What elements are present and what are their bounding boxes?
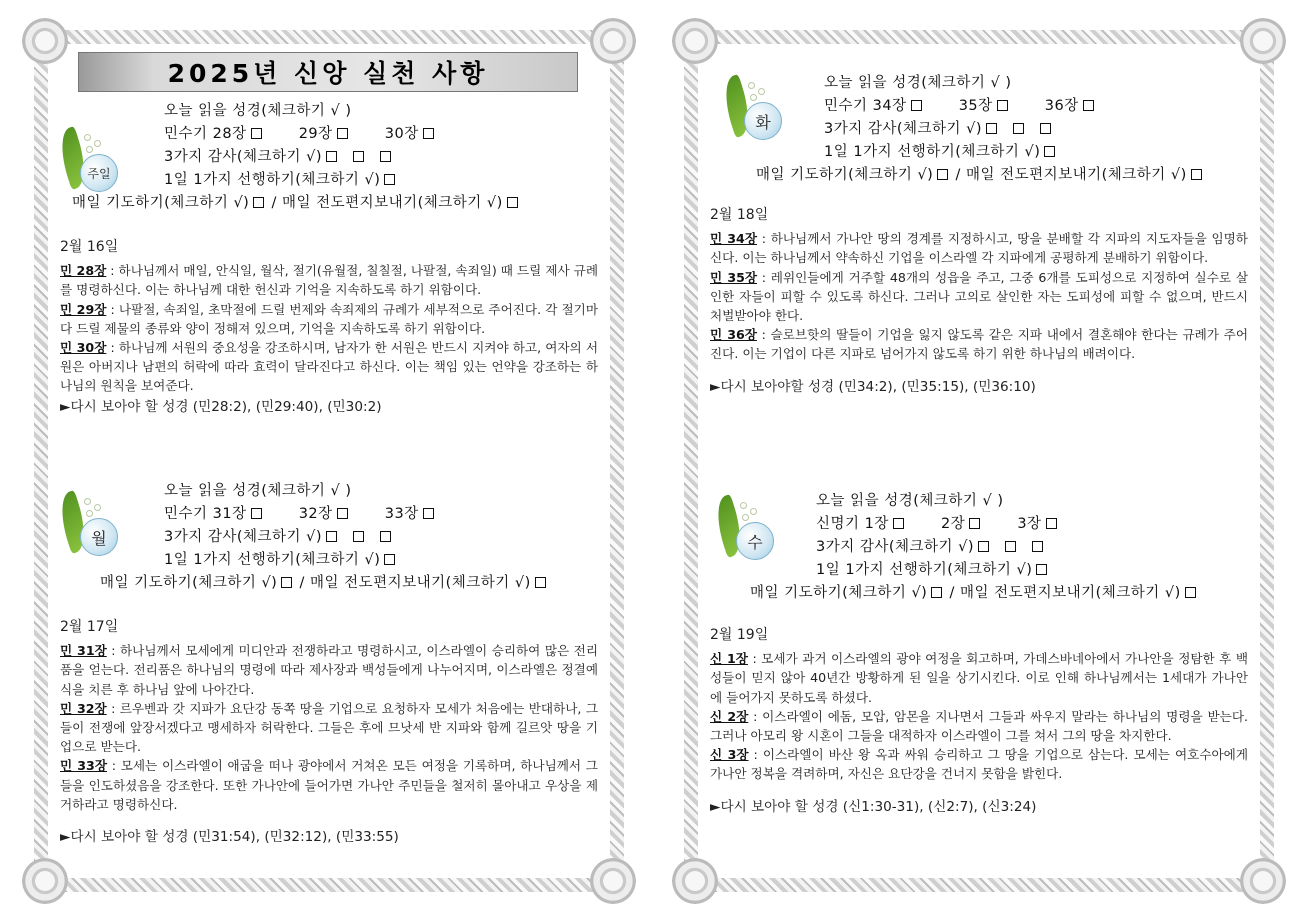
checkbox[interactable] <box>893 518 904 529</box>
checkbox[interactable] <box>384 554 395 565</box>
chapter-note: 민 34장 : 하나님께서 가나안 땅의 경계를 지정하시고, 땅을 분배할 각 지파의 지도자들을 임명하신다. 이는 하나님께서 약속하신 기업을 이스라엘 각 지파에게 공평하게 분배하기 위함이다. <box>710 231 1248 266</box>
review-verses: ►다시 보아야할 성경 (민34:2), (민35:15), (민36:10) <box>710 378 1036 395</box>
checklist <box>824 72 1096 164</box>
reading-header: 오늘 읽을 성경(체크하기 √ ) <box>164 483 352 499</box>
commentary-section <box>710 206 1248 397</box>
chapter-checks: 민수기 34장 35장 36장 <box>824 95 1096 118</box>
left-page <box>34 30 624 892</box>
reading-header: 오늘 읽을 성경(체크하기 √ ) <box>816 493 1004 509</box>
checkbox[interactable] <box>986 123 997 134</box>
prayer-letter-row: 매일 기도하기(체크하기 √) / 매일 전도편지보내기(체크하기 √) <box>72 192 520 215</box>
leaf-day-icon <box>718 496 778 566</box>
chapter-note: 민 30장 : 하나님께 서원의 중요성을 강조하시며, 남자가 한 서원은 반드시 지켜야 하고, 여자의 서원은 아버지나 남편의 허락에 따라 효력이 달라진다고 하신다. 이는 책임 있는 언약을 강조하는 하나님의 원칙을 보여준다. <box>60 340 598 394</box>
chapter-note: 민 29장 : 나팔절, 속죄일, 초막절에 드릴 번제와 속죄제의 규례가 세부적으로 주어진다. 각 절기마다 드릴 제물의 종류와 양이 정해져 있으며, 기억을 지속하도록 하기 위함이다. <box>60 301 598 336</box>
review-verses: ►다시 보아야 할 성경 (민31:54), (민32:12), (민33:55) <box>60 829 399 846</box>
checkbox[interactable] <box>251 128 262 139</box>
checkbox[interactable] <box>1044 146 1055 157</box>
reading-header: 오늘 읽을 성경(체크하기 √ ) <box>824 75 1012 91</box>
checkbox[interactable] <box>931 587 942 598</box>
checkbox[interactable] <box>384 174 395 185</box>
page-title-banner <box>78 52 578 92</box>
checkbox[interactable] <box>337 508 348 519</box>
chapter-checks: 민수기 28장 29장 30장 <box>164 123 436 146</box>
day-label: 화 <box>744 102 782 140</box>
checkbox[interactable] <box>251 508 262 519</box>
checkbox[interactable] <box>353 531 364 542</box>
checkbox[interactable] <box>1032 541 1043 552</box>
checkbox[interactable] <box>281 577 292 588</box>
right-page <box>684 30 1274 892</box>
day-block-wednesday <box>706 490 1252 610</box>
chapter-note: 민 31장 : 하나님께서 모세에게 미디안과 전쟁하라고 명령하시고, 이스라엘이 승리하여 많은 전리품을 얻는다. 전리품은 하나님의 명령에 따라 제사장과 백성들에게 나누어지며, 이스라엘은 정결예식을 치른 후 하나님 앞에 나아간다. <box>60 643 598 697</box>
checkbox[interactable] <box>353 151 364 162</box>
day-label: 주일 <box>80 154 118 192</box>
leaf-day-icon <box>726 76 786 146</box>
checklist <box>164 100 436 192</box>
review-verses: ►다시 보아야 할 성경 (민28:2), (민29:40), (민30:2) <box>60 398 382 415</box>
review-verses: ►다시 보아야 할 성경 (신1:30-31), (신2:7), (신3:24) <box>710 798 1037 815</box>
good-deed-check: 1일 1가지 선행하기(체크하기 √) <box>164 549 436 572</box>
thanks-checks: 3가지 감사(체크하기 √) <box>164 526 436 549</box>
chapter-checks: 민수기 31장 32장 33장 <box>164 503 436 526</box>
chapter-note: 신 2장 : 이스라엘이 에돔, 모압, 암몬을 지나면서 그들과 싸우지 말라는 하나님의 명령을 받는다. 그러나 아모리 왕 시혼이 그들을 대적하자 이스라엘이 그를 쳐서 그의 땅을 차지한다. <box>710 708 1248 744</box>
reading-header: 오늘 읽을 성경(체크하기 √ ) <box>164 103 352 119</box>
checkbox[interactable] <box>1083 100 1094 111</box>
checklist <box>164 480 436 572</box>
thanks-checks: 3가지 감사(체크하기 √) <box>164 146 436 169</box>
chapter-note: 민 32장 : 르우벤과 갓 지파가 요단강 동쪽 땅을 기업으로 요청하자 모세가 처음에는 반대하나, 그들이 전쟁에 앞장서겠다고 맹세하자 허락한다. 그들은 후에 므낫세 반 지파와 함께 길르앗 땅을 기업으로 받는다. <box>60 700 598 755</box>
page-title: 2025년 신앙 실천 사항 <box>167 59 489 88</box>
good-deed-check: 1일 1가지 선행하기(체크하기 √) <box>164 169 436 192</box>
checkbox[interactable] <box>1185 587 1196 598</box>
checkbox[interactable] <box>1005 541 1016 552</box>
date: 2월 16일 <box>60 239 119 255</box>
checkbox[interactable] <box>507 197 518 208</box>
checkbox[interactable] <box>380 151 391 162</box>
commentary-section <box>60 618 598 847</box>
good-deed-check: 1일 1가지 선행하기(체크하기 √) <box>824 141 1096 164</box>
checkbox[interactable] <box>937 169 948 180</box>
checkbox[interactable] <box>535 577 546 588</box>
checkbox[interactable] <box>423 128 434 139</box>
day-label: 월 <box>80 518 118 556</box>
checkbox[interactable] <box>911 100 922 111</box>
leaf-day-icon <box>62 492 122 562</box>
chapter-note: 민 33장 : 모세는 이스라엘이 애굽을 떠나 광야에서 거쳐온 모든 여정을 기록하며, 하나님께서 그들을 인도하셨음을 강조한다. 또한 가나안에 들어가면 가나안 주민들을 철저히 몰아내고 우상을 제거하라고 명령하신다. <box>60 758 598 812</box>
checkbox[interactable] <box>1046 518 1057 529</box>
checkbox[interactable] <box>1013 123 1024 134</box>
checkbox[interactable] <box>380 531 391 542</box>
chapter-note: 민 35장 : 레위인들에게 거주할 48개의 성읍을 주고, 그중 6개를 도피성으로 지정하여 실수로 살인한 자들이 피할 수 있도록 하신다. 그러나 고의로 살인한 자는 도피성에 피할 수 없으며, 반드시 처벌받아야 한다. <box>710 269 1248 324</box>
day-label: 수 <box>736 522 774 560</box>
day-block-tuesday <box>706 72 1252 192</box>
thanks-checks: 3가지 감사(체크하기 √) <box>816 536 1059 559</box>
checkbox[interactable] <box>423 508 434 519</box>
checkbox[interactable] <box>1036 564 1047 575</box>
checkbox[interactable] <box>978 541 989 552</box>
checkbox[interactable] <box>1191 169 1202 180</box>
good-deed-check: 1일 1가지 선행하기(체크하기 √) <box>816 559 1059 582</box>
checkbox[interactable] <box>337 128 348 139</box>
commentary-section <box>60 238 598 417</box>
thanks-checks: 3가지 감사(체크하기 √) <box>824 118 1096 141</box>
checkbox[interactable] <box>997 100 1008 111</box>
date: 2월 17일 <box>60 619 119 635</box>
chapter-note: 신 3장 : 이스라엘이 바산 왕 옥과 싸워 승리하고 그 땅을 기업으로 삼는다. 모세는 여호수아에게 가나안 정복을 격려하며, 자신은 요단강을 건너지 못함을 밝힌다. <box>710 747 1248 782</box>
chapter-checks: 신명기 1장 2장 3장 <box>816 513 1059 536</box>
checkbox[interactable] <box>253 197 264 208</box>
prayer-letter-row: 매일 기도하기(체크하기 √) / 매일 전도편지보내기(체크하기 √) <box>750 582 1198 605</box>
checklist <box>816 490 1059 582</box>
chapter-note: 민 36장 : 슬로브핫의 딸들이 기업을 잃지 않도록 같은 지파 내에서 결혼해야 한다는 규례가 주어진다. 이는 기업이 다른 지파로 넘어가지 않도록 하기 위한 하나님의 배려이다. <box>710 327 1248 362</box>
leaf-day-icon <box>62 128 122 198</box>
day-block-sunday <box>56 100 602 220</box>
checkbox[interactable] <box>326 531 337 542</box>
chapter-note: 신 1장 : 모세가 과거 이스라엘의 광야 여정을 회고하며, 가데스바네아에서 가나안을 정탐한 후 백성들이 믿지 않아 40년간 방황하게 된 일을 상기시킨다. 이로 인해 하나님께서는 1세대가 가나안에 들어가지 못하도록 하셨다. <box>710 651 1248 705</box>
date: 2월 19일 <box>710 627 769 643</box>
checkbox[interactable] <box>969 518 980 529</box>
date: 2월 18일 <box>710 207 769 223</box>
day-block-monday <box>56 480 602 600</box>
checkbox[interactable] <box>326 151 337 162</box>
chapter-note: 민 28장 : 하나님께서 매일, 안식일, 월삭, 절기(유월절, 칠칠절, 나팔절, 속죄일) 때 드릴 제사 규례를 명령하신다. 이는 하나님께 대한 헌신과 기억을 지속하도록 하기 위함이다. <box>60 263 599 298</box>
commentary-section <box>710 626 1248 817</box>
prayer-letter-row: 매일 기도하기(체크하기 √) / 매일 전도편지보내기(체크하기 √) <box>756 164 1204 187</box>
prayer-letter-row: 매일 기도하기(체크하기 √) / 매일 전도편지보내기(체크하기 √) <box>100 572 548 595</box>
checkbox[interactable] <box>1040 123 1051 134</box>
